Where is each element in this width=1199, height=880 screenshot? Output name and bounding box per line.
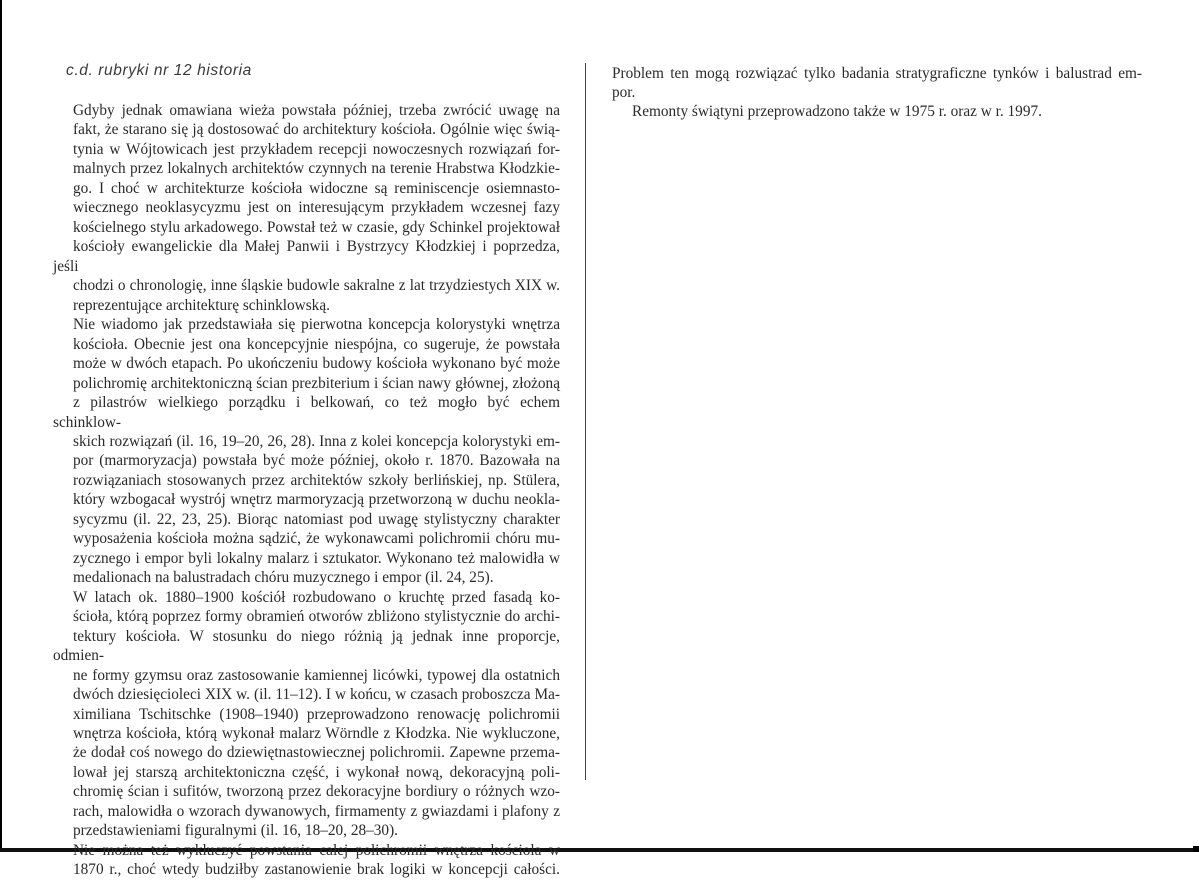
paragraph xyxy=(53,841,560,880)
text-line: medalionach na balustradach chóru muzycznego i empor (il. 24, 25). xyxy=(73,569,494,587)
text-line: Problem ten mogą rozwiązać tylko badania stratygraficzne tynków i balustrad em- xyxy=(612,65,1142,82)
text-line: 1870 r., choć wtedy budziłby zastanowienie brak logiki w koncepcji całości. xyxy=(73,861,560,879)
text-line: Gdyby jednak omawiana wieża powstała później, trzeba zwrócić uwagę na xyxy=(73,102,560,119)
text-line: może w dwóch etapach. Po ukończeniu budowy kościoła wykonano być może xyxy=(73,355,560,373)
text-line: Nie można też wykluczyć powstania całej polichromii wnętrza kościoła w xyxy=(73,841,560,859)
text-line: zycznego i empor byli lokalny malarz i sztukator. Wykonano też malowidła w xyxy=(73,549,560,567)
text-line: por. xyxy=(612,84,636,101)
column-divider xyxy=(585,63,586,780)
text-line: ne formy gzymsu oraz zastosowanie kamiennej licówki, typowej dla ostatnich xyxy=(73,666,560,684)
text-line: rozwiązaniach stosowanych przez architektów szkoły berlińskiej, np. Stülera, xyxy=(73,471,560,489)
paragraph xyxy=(53,315,560,588)
text-line: reprezentujące architekturę schinklowską. xyxy=(73,296,330,314)
paragraph xyxy=(612,64,1142,102)
left-column xyxy=(53,101,560,880)
text-line: Remonty świątyni przeprowadzono także w 1975 r. oraz w r. 1997. xyxy=(632,103,1042,120)
text-line: polichromię architektoniczną ścian prezbiterium i ścian nawy głównej, złożoną xyxy=(73,374,560,392)
text-line: lował jej starszą architektoniczna część, i wykonał nową, dekoracyjną poli- xyxy=(73,763,560,781)
text-line: który wzbogacał wystrój wnętrz marmoryzacją przetworzoną w duchu neokla- xyxy=(73,491,560,509)
text-line: sycyzmu (il. 22, 23, 25). Biorąc natomiast pod uwagę stylistyczny charakter xyxy=(73,510,560,528)
running-head: c.d. rubryki nr 12 historia xyxy=(66,62,252,79)
text-line: ximiliana Tschitschke (1908–1940) przeprowadzono renowację polichromii xyxy=(73,705,560,723)
text-line: chromię ścian i sufitów, tworzoną przez dekoracyjne bordiury o różnych wzo- xyxy=(73,783,560,801)
text-line: przedstawieniami figuralnymi (il. 16, 18–20, 28–30). xyxy=(73,822,398,840)
text-line: Nie wiadomo jak przedstawiała się pierwotna koncepcja kolorystyki wnętrza xyxy=(73,316,560,334)
text-line: tynia w Wójtowicach jest przykładem recepcji nowoczesnych rozwiązań for- xyxy=(73,140,560,158)
text-line: kościelnego stylu arkadowego. Powstał też w czasie, gdy Schinkel projektował xyxy=(73,218,560,236)
text-line: wnętrza kościoła, którą wykonał malarz Wörndle z Kłodzka. Nie wykluczone, xyxy=(73,725,560,742)
text-line: dwóch dziesięcioleci XIX w. (il. 11–12). I w końcu, w czasach proboszcza Ma- xyxy=(73,686,560,704)
text-line: z pilastrów wielkiego porządku i belkowań, co też mogło być echem schinklow- xyxy=(53,394,560,431)
paragraph xyxy=(53,588,560,841)
text-line: kościoła. Obecnie jest ona koncepcyjnie niespójna, co sugeruje, że powstała xyxy=(73,335,560,353)
text-line: malnych przez lokalnych architektów czynnych na terenie Hrabstwa Kłodzkie- xyxy=(73,160,560,178)
text-line: kościoły ewangelickie dla Małej Panwii i Bystrzycy Kłodzkiej i poprzedza, jeśli xyxy=(53,238,560,275)
text-line: ścioła, którą poprzez formy obramień otworów zbliżono stylistycznie do archi- xyxy=(73,608,560,626)
paragraph xyxy=(53,101,560,315)
text-line: chodzi o chronologię, inne śląskie budowle sakralne z lat trzydziestych XIX w. xyxy=(73,277,560,295)
text-line: że dodał coś nowego do dziewiętnastowiecznej polichromii. Zapewne przema- xyxy=(73,744,560,762)
text-line: wyposażenia kościoła można sądzić, że wykonawcami polichromii chóru mu- xyxy=(73,530,560,548)
text-line: tektury kościoła. W stosunku do niego różnią ją jednak inne proporcje, odmien- xyxy=(53,627,560,665)
right-column xyxy=(612,64,1142,121)
text-line: skich rozwiązań (il. 16, 19–20, 26, 28). Inna z kolei koncepcja kolorystyki em- xyxy=(73,432,560,450)
paragraph xyxy=(612,102,1142,121)
page-edge-left xyxy=(0,0,2,852)
page-corner-mark xyxy=(1193,846,1199,852)
text-line: fakt, że starano się ją dostosować do architektury kościoła. Ogólnie więc świą- xyxy=(73,121,560,139)
text-line: wiecznego neoklasycyzmu jest on interesującym przykładem wczesnej fazy xyxy=(73,199,560,217)
text-line: W latach ok. 1880–1900 kościół rozbudowano o kruchtę przed fasadą ko- xyxy=(73,588,560,606)
text-line: rach, malowidła o wzorach dywanowych, firmamenty z gwiazdami i plafony z xyxy=(73,802,560,820)
text-line: go. I choć w architekturze kościoła widoczne są reminiscencje osiemnasto- xyxy=(73,179,560,197)
text-line: por (marmoryzacja) powstała być może później, około r. 1870. Bazowała na xyxy=(73,452,560,470)
